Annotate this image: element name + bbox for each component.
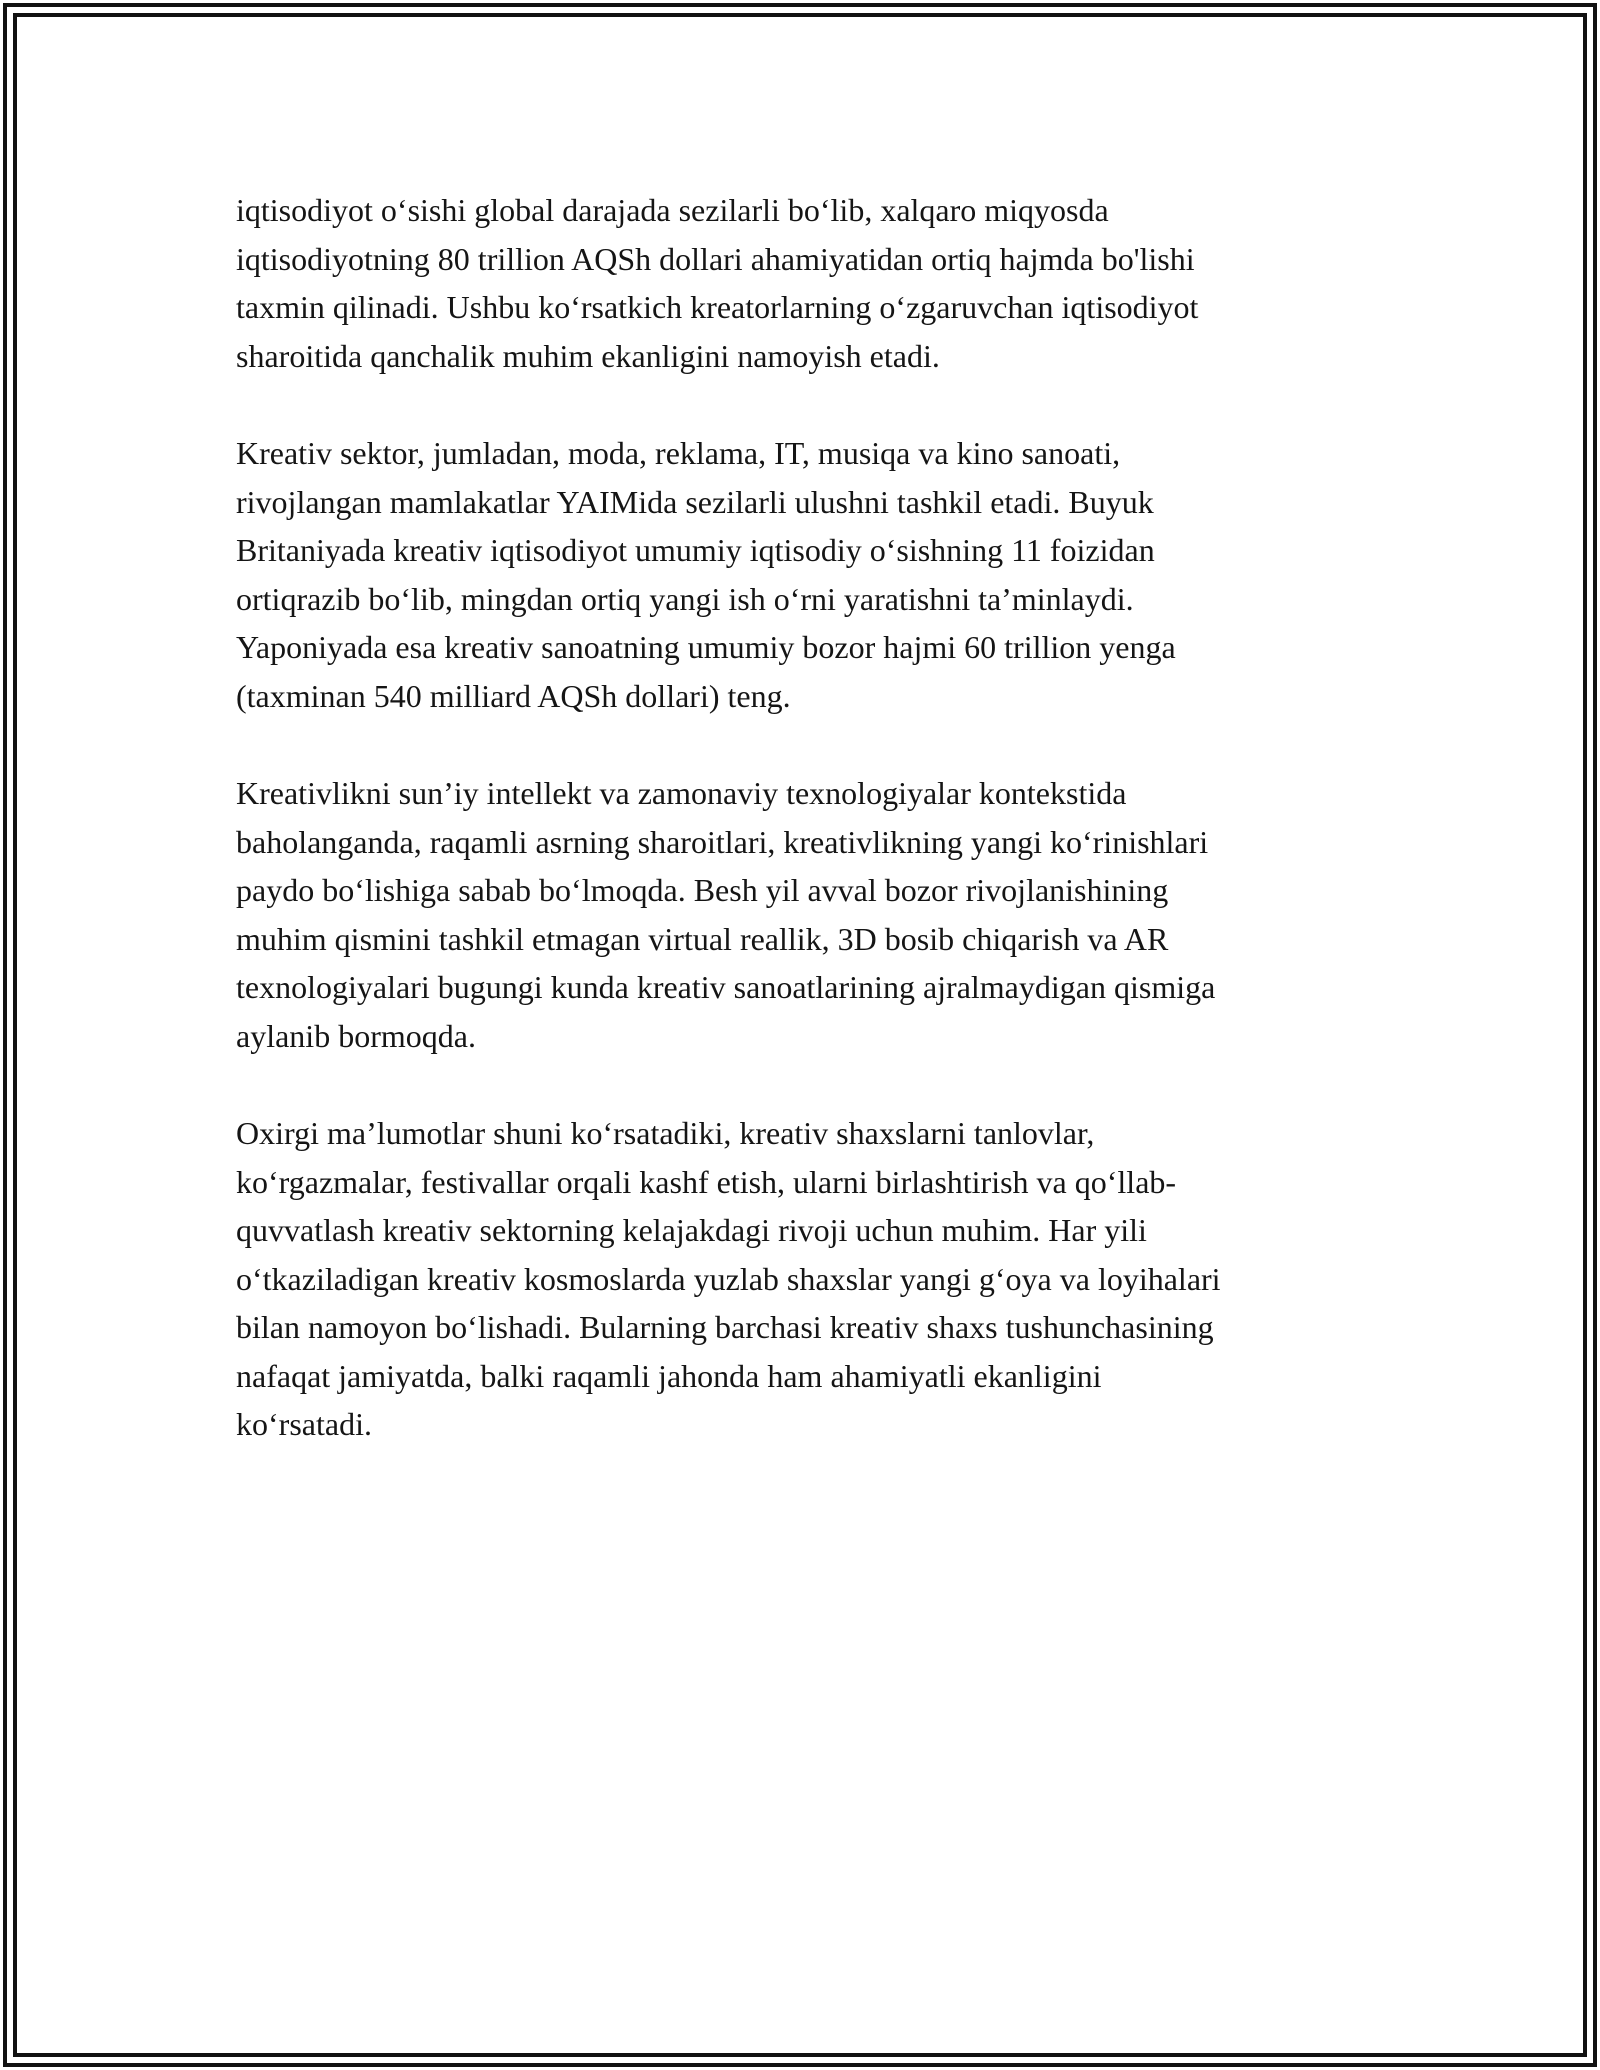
paragraph-1 — [236, 186, 1376, 380]
text-line: Kreativlikni sun’iy intellekt va zamonaviy texnologiyalar kontekstida — [236, 775, 1127, 811]
text-line: Oxirgi ma’lumotlar shuni ko‘rsatadiki, kreativ shaxslarni tanlovlar, — [236, 1115, 1095, 1151]
text-line: bilan namoyon bo‘lishadi. Bularning barchasi kreativ shaxs tushunchasining — [236, 1309, 1214, 1345]
text-line: aylanib bormoqda. — [236, 1017, 476, 1054]
text-line: ko‘rgazmalar, festivallar orqali kashf etish, ularni birlashtirish va qo‘llab- — [236, 1163, 1177, 1200]
paragraph-4 — [236, 1109, 1376, 1449]
text-line: o‘tkaziladigan kreativ kosmoslarda yuzlab shaxslar yangi g‘oya va loyihalari — [236, 1260, 1221, 1297]
text-line: iqtisodiyot o‘sishi global darajada sezilarli bo‘lib, xalqaro miqyosda — [236, 192, 1109, 228]
text-line: Britaniyada kreativ iqtisodiyot umumiy iqtisodiy o‘sishning 11 foizidan — [236, 532, 1155, 568]
text-line: taxmin qilinadi. Ushbu ko‘rsatkich kreatorlarning o‘zgaruvchan iqtisodiyot — [236, 289, 1199, 325]
text-line: nafaqat jamiyatda, balki raqamli jahonda ham ahamiyatli ekanligini — [236, 1357, 1102, 1394]
text-line: paydo bo‘lishiga sabab bo‘lmoqda. Besh yil avval bozor rivojlanishining — [236, 872, 1169, 908]
text-line: sharoitida qanchalik muhim ekanligini namoyish etadi. — [236, 337, 940, 374]
text-line: iqtisodiyotning 80 trillion AQSh dollari ahamiyatidan ortiq hajmda bo'lishi — [236, 240, 1195, 277]
text-line: Yaponiyada esa kreativ sanoatning umumiy bozor hajmi 60 trillion yenga — [236, 629, 1176, 665]
text-line: Kreativ sektor, jumladan, moda, reklama, IT, musiqa va kino sanoati, — [236, 435, 1121, 471]
text-line: texnologiyalari bugungi kunda kreativ sanoatlarining ajralmaydigan qismiga — [236, 969, 1216, 1005]
text-line: ortiqrazib bo‘lib, mingdan ortiq yangi ish o‘rni yaratishni ta’minlaydi. — [236, 580, 1134, 617]
text-line: muhim qismini tashkil etmagan virtual reallik, 3D bosib chiqarish va AR — [236, 920, 1169, 957]
document-body — [236, 186, 1376, 1498]
text-line: baholanganda, raqamli asrning sharoitlari, kreativlikning yangi ko‘rinishlari — [236, 823, 1209, 860]
text-line: (taxminan 540 milliard AQSh dollari) teng. — [236, 677, 791, 714]
text-line: rivojlangan mamlakatlar YAIMida sezilarli ulushni tashkil etadi. Buyuk — [236, 483, 1154, 520]
paragraph-2 — [236, 429, 1376, 720]
paragraph-3 — [236, 769, 1376, 1060]
text-line: ko‘rsatadi. — [236, 1406, 372, 1442]
text-line: quvvatlash kreativ sektorning kelajakdagi rivoji uchun muhim. Har yili — [236, 1212, 1147, 1248]
